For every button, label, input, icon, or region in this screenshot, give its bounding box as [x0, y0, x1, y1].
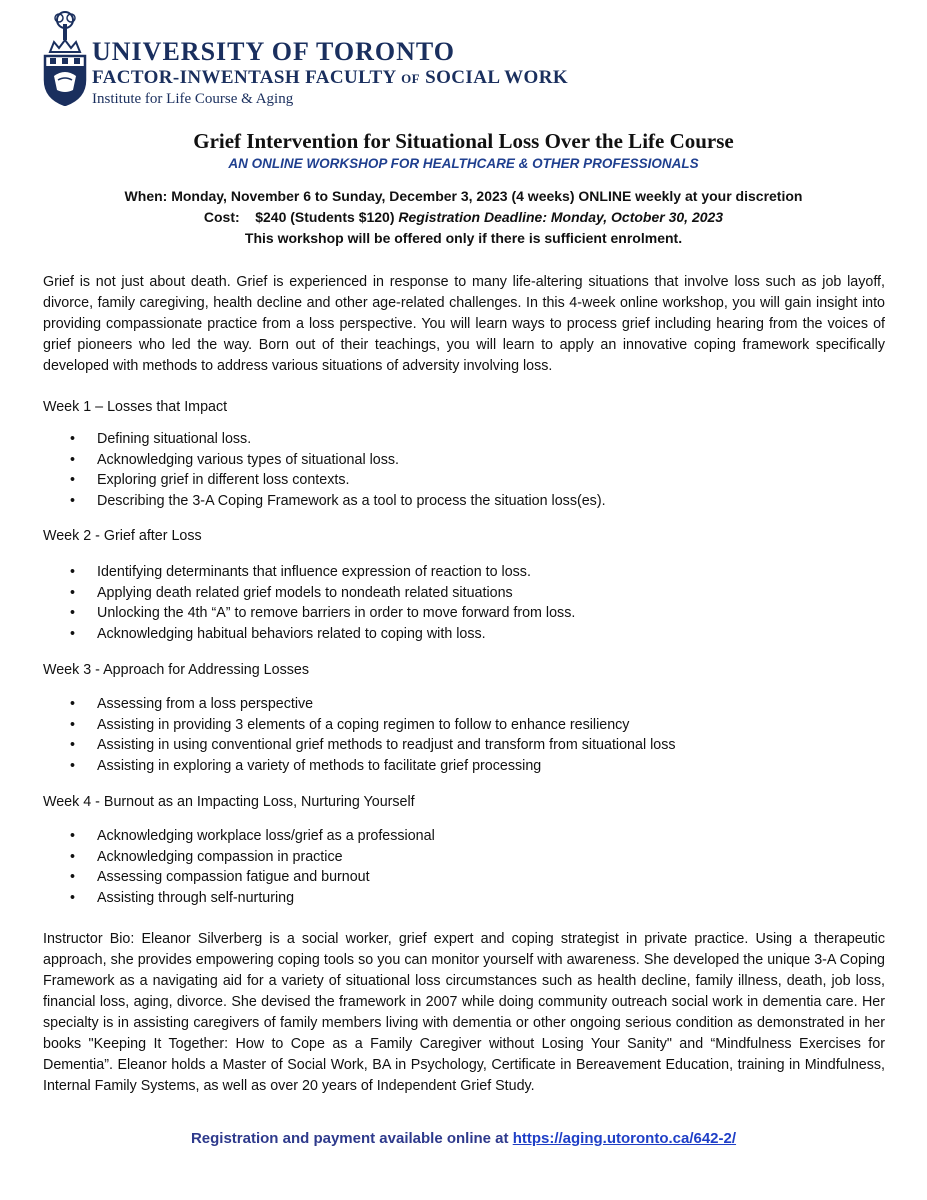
cost-line	[40, 207, 887, 228]
week-4-list	[70, 826, 435, 909]
list-item: • Defining situational loss.	[70, 429, 606, 450]
list-item: • Assessing compassion fatigue and burnout	[70, 867, 435, 888]
list-item: • Acknowledging various types of situational loss.	[70, 450, 606, 471]
cost-text: Cost: $240 (Students $120)	[203, 209, 395, 225]
institute-name: Institute for Life Course & Aging	[92, 91, 294, 107]
list-item: • Identifying determinants that influence expression of reaction to loss.	[70, 562, 575, 583]
list-item: • Assisting in using conventional grief methods to readjust and transform from situational loss	[70, 735, 676, 756]
list-item: • Assisting in exploring a variety of methods to facilitate grief processing	[70, 756, 676, 777]
week-2-title: Week 2 - Grief after Loss	[43, 528, 202, 544]
list-item: • Exploring grief in different loss contexts.	[70, 470, 606, 491]
list-item: • Acknowledging compassion in practice	[70, 847, 435, 868]
week-3-list	[70, 694, 676, 777]
week-2-list	[70, 562, 575, 645]
week-3-title: Week 3 - Approach for Addressing Losses	[43, 662, 309, 678]
list-item: • Acknowledging habitual behaviors related to coping with loss.	[70, 624, 575, 645]
list-item: • Assisting through self-nurturing	[70, 888, 435, 909]
list-item: • Assessing from a loss perspective	[70, 694, 676, 715]
header-logo	[40, 10, 640, 110]
list-item: • Unlocking the 4th “A” to remove barriers in order to move forward from loss.	[70, 603, 575, 624]
workshop-info	[40, 186, 887, 249]
week-1-title: Week 1 – Losses that Impact	[43, 399, 228, 415]
list-item: • Assisting in providing 3 elements of a coping regimen to follow to enhance resiliency	[70, 715, 676, 736]
when-line: When: Monday, November 6 to Sunday, December 3, 2023 (4 weeks) ONLINE weekly at your discretion	[124, 188, 803, 204]
intro-paragraph: Grief is not just about death. Grief is experienced in response to many life-altering situations that involve loss such as job layoff, divorce, family caregiving, health decline and other age-related challenges. In this 4-week online workshop, you will gain insight into providing compassionate practice from a loss perspective. You will learn ways to process grief including hearing from the voices of grief pioneers who led the way. Born out of their teachings, you will learn to apply an innovative coping framework specifically developed with methods to address various situations of adversity involving loss.	[43, 274, 885, 374]
week-1-list	[70, 429, 606, 512]
week-4-title: Week 4 - Burnout as an Impacting Loss, Nurturing Yourself	[43, 794, 415, 810]
faculty-name-end: SOCIAL WORK	[425, 67, 569, 88]
faculty-name	[92, 66, 568, 90]
title-block	[40, 128, 887, 174]
registration-footer	[40, 1130, 887, 1147]
university-crest-icon	[40, 10, 90, 106]
registration-deadline: Registration Deadline: Monday, October 30, 2023	[398, 209, 724, 225]
faculty-name-main: FACTOR-INWENTASH FACULTY	[92, 67, 396, 88]
registration-link[interactable]: https://aging.utoronto.ca/642-2/	[512, 1130, 737, 1147]
enrolment-notice: This workshop will be offered only if there is sufficient enrolment.	[244, 230, 683, 246]
faculty-name-of: OF	[401, 71, 420, 86]
workshop-title: Grief Intervention for Situational Loss Over the Life Course	[193, 129, 734, 153]
university-name: UNIVERSITY OF TORONTO	[92, 37, 455, 66]
registration-text: Registration and payment available online at	[190, 1130, 513, 1147]
list-item: • Applying death related grief models to nondeath related situations	[70, 583, 575, 604]
instructor-bio: Instructor Bio: Eleanor Silverberg is a social worker, grief expert and coping strategist in private practice. Using a therapeutic approach, she provides empowering coping tools so you can monitor yourself with awareness. She developed the unique 3-A Coping Framework as a navigating aid for a variety of situational loss circumstances such as health decline, family illness, death, job loss, financial loss, aging, divorce. She devised the framework in 2007 while doing community outreach social work in dementia care. Her specialty is in assisting caregivers of family members living with dementia or other ongoing serious condition as demonstrated in her books "Keeping It Together: How to Cope as a Family Caregiver without Losing Your Sanity" and “Mindfulness Exercises for Dementia”. Eleanor holds a Master of Social Work, BA in Psychology, Certificate in Bereavement Education, training in Mindfulness, Internal Family Systems, as well as over 20 years of Independent Grief Study.	[43, 931, 885, 1094]
list-item: • Describing the 3-A Coping Framework as a tool to process the situation loss(es).	[70, 491, 606, 512]
workshop-subtitle: AN ONLINE WORKSHOP FOR HEALTHCARE & OTHER PROFESSIONALS	[228, 156, 699, 171]
list-item: • Acknowledging workplace loss/grief as a professional	[70, 826, 435, 847]
